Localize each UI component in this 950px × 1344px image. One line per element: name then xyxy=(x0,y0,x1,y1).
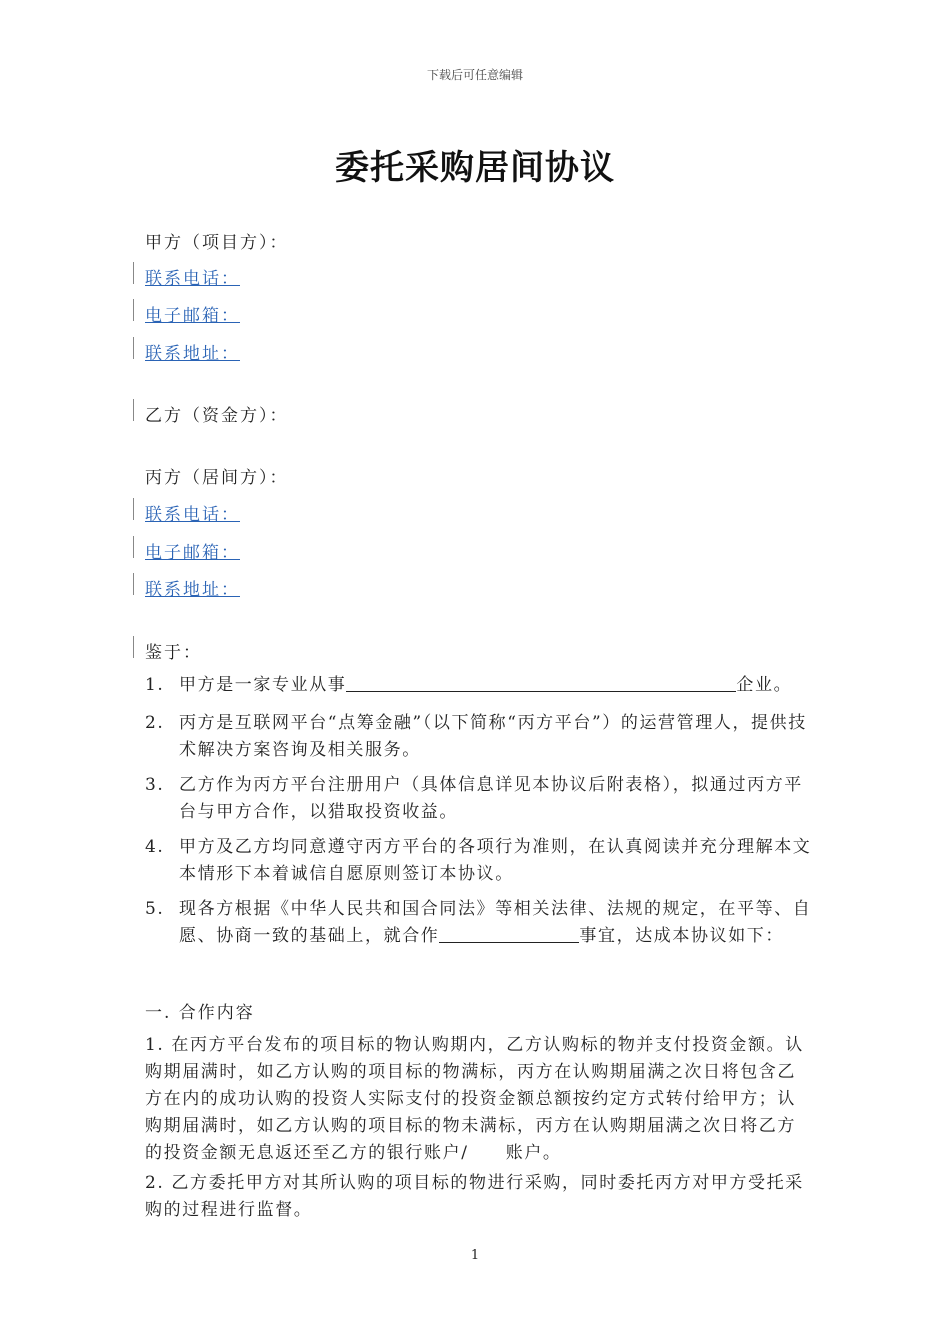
item-text: 甲方是一家专业从事 xyxy=(179,675,347,695)
item-number: 3. xyxy=(145,775,165,795)
revision-bar xyxy=(133,636,134,658)
section-paragraph: 2. 乙方委托甲方对其所认购的项目标的物进行采购，同时委托丙方对甲方受托采购的过程进行监督。 xyxy=(145,1173,804,1220)
party-a-phone-link[interactable]: 联系电话： xyxy=(145,269,240,289)
section-paragraph: 1. 在丙方平台发布的项目标的物认购期内，乙方认购标的物并支付投资金额。认购期届满时，如乙方认购的项目标的物满标，丙方在认购期届满之次日将包含乙方在内的成功认购的投资人实际支付的投资金额总额按约定方式转付给甲方；认购期届满时，如乙方认购的项目标的物未满标，丙方在认购期届满之次日将乙方的投资金额无息返还至乙方的银行账户/ 账户。 xyxy=(145,1035,804,1163)
whereas-item xyxy=(145,672,815,699)
party-c-email-link[interactable]: 电子邮箱： xyxy=(145,543,240,563)
party-c-address-link[interactable]: 联系地址： xyxy=(145,580,240,600)
party-a-address-link[interactable]: 联系地址： xyxy=(145,344,240,364)
whereas-item xyxy=(145,710,815,764)
revision-bar xyxy=(133,299,134,321)
item-text: 现各方根据《中华人民共和国合同法》等相关法律、法规的规定，在平等、自愿、协商一致的基础上，就合作 xyxy=(179,899,812,946)
whereas-label: 鉴于： xyxy=(145,643,202,663)
party-b-label: 乙方（资金方）： xyxy=(145,406,289,426)
whereas-item xyxy=(145,834,815,888)
revision-bar xyxy=(133,536,134,558)
item-number: 4. xyxy=(145,837,165,857)
revision-bar xyxy=(133,262,134,284)
fill-blank[interactable] xyxy=(439,924,579,943)
item-text: 丙方是互联网平台“点筹金融”（以下简称“丙方平台”）的运营管理人，提供技术解决方案咨询及相关服务。 xyxy=(179,713,807,760)
party-c-phone-link[interactable]: 联系电话： xyxy=(145,505,240,525)
item-text: 事宜，达成本协议如下： xyxy=(579,926,785,946)
page-number: 1 xyxy=(470,1248,480,1263)
header-note: 下载后可任意编辑 xyxy=(426,68,523,82)
revision-bar xyxy=(133,337,134,359)
item-text: 甲方及乙方均同意遵守丙方平台的各项行为准则，在认真阅读并充分理解本文本情形下本着诚信自愿原则签订本协议。 xyxy=(179,837,812,884)
whereas-item xyxy=(145,772,815,826)
document-title: 委托采购居间协议 xyxy=(335,148,615,188)
item-number: 2. xyxy=(145,713,165,733)
party-c-label: 丙方（居间方）： xyxy=(145,468,289,488)
revision-bar xyxy=(133,498,134,520)
item-text: 乙方作为丙方平台注册用户（具体信息详见本协议后附表格），拟通过丙方平台与甲方合作，以猎取投资收益。 xyxy=(179,775,803,822)
whereas-item xyxy=(145,896,815,950)
revision-bar xyxy=(133,573,134,595)
fill-blank[interactable] xyxy=(346,673,736,692)
section-heading: 一. 合作内容 xyxy=(145,1003,255,1023)
item-number: 5. xyxy=(145,899,165,919)
item-number: 1. xyxy=(145,675,165,695)
item-text: 企业。 xyxy=(736,675,793,695)
revision-bar xyxy=(133,399,134,421)
party-a-label: 甲方（项目方）： xyxy=(145,233,289,253)
party-a-email-link[interactable]: 电子邮箱： xyxy=(145,306,240,326)
